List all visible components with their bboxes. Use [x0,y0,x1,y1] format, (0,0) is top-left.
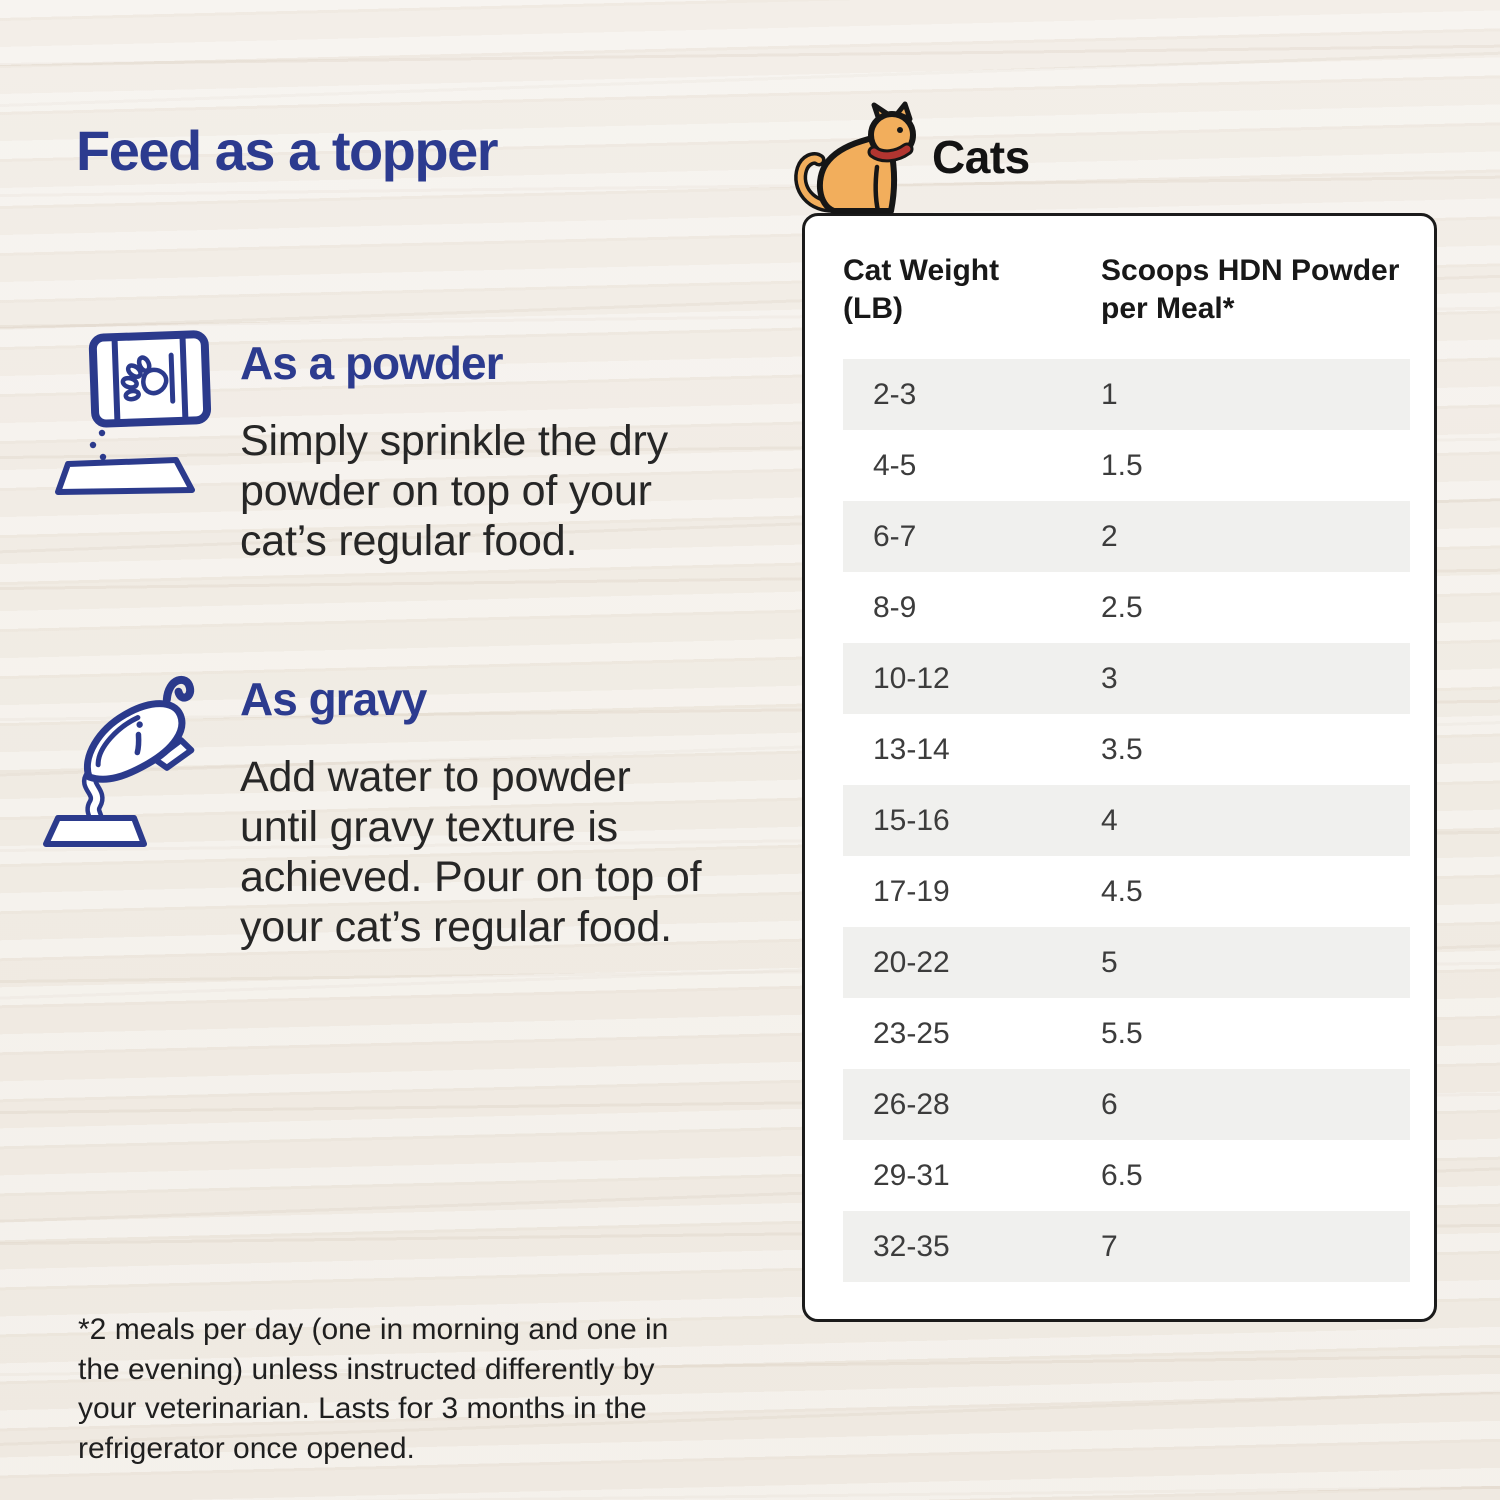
cat-weight-value: 20-22 [873,945,950,979]
cat-weight-value: 23-25 [873,1016,950,1050]
scoops-value: 7 [1101,1229,1118,1263]
table-row [843,1140,1410,1211]
cats-heading: Cats [932,131,1030,183]
gravy-boat-icon [42,672,212,848]
powder-heading: As a powder [240,337,503,389]
page-title: Feed as a topper [76,119,498,182]
cat-weight-value: 6-7 [873,519,917,553]
cat-weight-value: 10-12 [873,661,950,695]
scoops-value: 5 [1101,945,1118,979]
table-row [843,856,1410,927]
table-row [843,714,1410,785]
cat-weight-value: 4-5 [873,448,917,482]
scoops-value: 1.5 [1101,448,1143,482]
cat-icon [794,103,932,217]
feeding-table-card [802,213,1437,1322]
cat-weight-value: 17-19 [873,874,950,908]
column-header-scoops: Scoops HDN Powder per Meal* [1101,254,1400,325]
gravy-description: Add water to powder until gravy texture is achieved. Pour on top of your cat’s regular food. [240,753,702,951]
cat-weight-value: 13-14 [873,732,950,766]
scoops-value: 6.5 [1101,1158,1143,1192]
scoops-value: 2.5 [1101,590,1143,624]
table-row [843,430,1410,501]
cat-weight-value: 29-31 [873,1158,950,1192]
powder-description: Simply sprinkle the dry powder on top of your cat’s regular food. [240,417,668,565]
cat-weight-value: 32-35 [873,1229,950,1263]
scoops-value: 4 [1101,803,1118,837]
cat-weight-value: 8-9 [873,590,917,624]
table-row [843,643,1410,714]
table-header-row [843,252,1410,328]
table-row [843,927,1410,998]
table-row [843,785,1410,856]
table-row [843,501,1410,572]
scoops-value: 6 [1101,1087,1118,1121]
table-row [843,359,1410,430]
powder-bag-icon [58,330,233,498]
scoops-value: 4.5 [1101,874,1143,908]
scoops-value: 1 [1101,377,1118,411]
table-row [843,998,1410,1069]
table-row [843,1211,1410,1282]
footnote: *2 meals per day (one in morning and one in the evening) unless instructed differently by your veterinarian. Lasts for 3 months in the refrigerator once opened. [78,1313,669,1465]
scoops-value: 2 [1101,519,1118,553]
gravy-heading: As gravy [240,673,427,725]
cat-weight-value: 15-16 [873,803,950,837]
cat-weight-value: 26-28 [873,1087,950,1121]
cat-weight-value: 2-3 [873,377,917,411]
table-row [843,1069,1410,1140]
scoops-value: 3.5 [1101,732,1143,766]
scoops-value: 3 [1101,661,1118,695]
table-row [843,572,1410,643]
scoops-value: 5.5 [1101,1016,1143,1050]
column-header-cat-weight: Cat Weight (LB) [843,254,1000,325]
feeding-table [843,359,1410,1282]
